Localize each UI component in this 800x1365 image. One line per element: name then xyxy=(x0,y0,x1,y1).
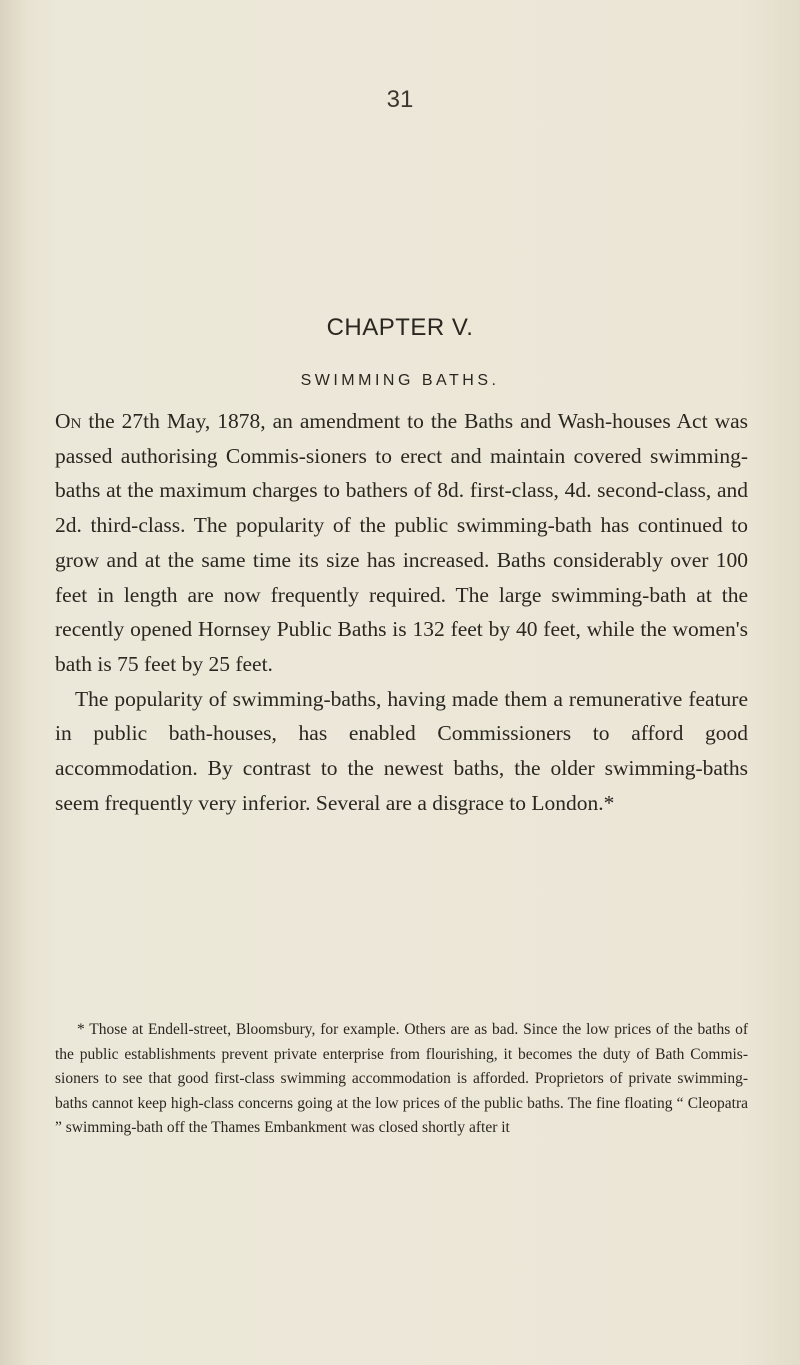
section-title: SWIMMING BATHS. xyxy=(300,372,500,389)
footnote-text: * Those at Endell-street, Bloomsbury, for example. Others are as bad. Since the low prices of the baths of the public establishments prevent private enterprise from flourishing, it becomes the duty of Bath Commis-sioners to see that good first-class swimming accommodation is afforded. Proprietors of private swimming-baths cannot keep high-class concerns going at the low prices of the public baths. The fine floating “ Cleopatra ” swimming-bath off the Thames Embankment was closed shortly after it xyxy=(55,1021,748,1136)
chapter-title: CHAPTER V. xyxy=(326,314,474,341)
page-number: 31 xyxy=(386,86,414,113)
paragraph-1-text: the 27th May, 1878, an amendment to the Baths and Wash-houses Act was passed authorising Commis-sioners to erect and maintain covered swimming-baths at the maximum charges to bathers of 8d. first-class, 4d. second-class, and 2d. third-class. The popularity of the public swimming-bath has continued to grow and at the same time its size has increased. Baths considerably over 100 feet in length are now frequently required. The large swimming-bath at the recently opened Hornsey Public Baths is 132 feet by 40 feet, while the women's bath is 75 feet by 25 feet. xyxy=(55,409,748,676)
paragraph-1-lead: On xyxy=(55,409,82,433)
paragraph-2: The popularity of swimming-baths, having made them a remunerative feature in public bath-houses, has enabled Commissioners to afford good accommodation. By contrast to the newest baths, the older swimming-baths seem frequently very inferior. Several are a disgrace to London.* xyxy=(55,686,748,815)
footnote xyxy=(55,1018,748,1141)
paragraph-1 xyxy=(55,404,748,682)
body-text xyxy=(55,404,748,820)
